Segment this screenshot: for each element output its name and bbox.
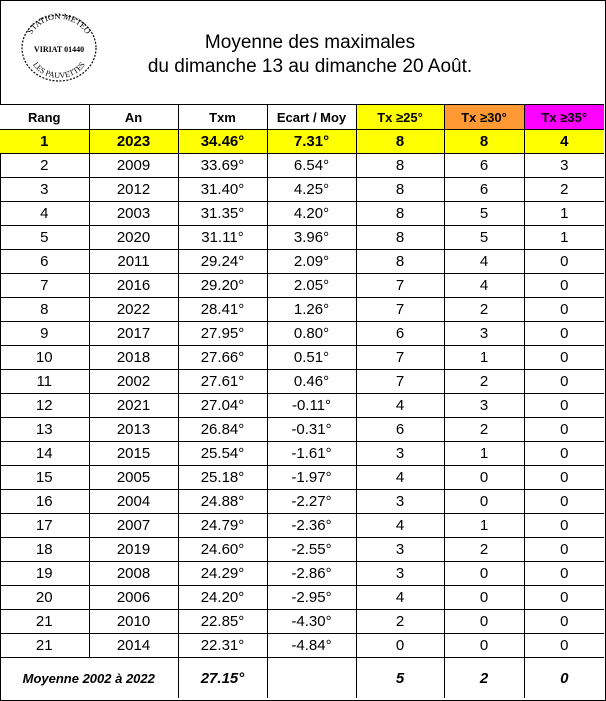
cell-txm: 22.31° xyxy=(178,634,267,658)
col-header-tx35: Tx ≥35° xyxy=(524,105,604,130)
cell-txm: 28.41° xyxy=(178,298,267,322)
cell-rang: 19 xyxy=(0,562,89,586)
cell-an: 2002 xyxy=(89,370,178,394)
cell-txm: 27.95° xyxy=(178,322,267,346)
logo-middle-text: VIRIAT 01440 xyxy=(33,45,85,54)
cell-txm: 27.04° xyxy=(178,394,267,418)
cell-rang: 9 xyxy=(0,322,89,346)
col-header-tx25: Tx ≥25° xyxy=(356,105,444,130)
table-row xyxy=(0,202,604,226)
cell-ecart: -0.11° xyxy=(267,394,356,418)
cell-rang: 14 xyxy=(0,442,89,466)
cell-tx30: 0 xyxy=(444,562,524,586)
cell-txm: 29.20° xyxy=(178,274,267,298)
cell-txm: 27.66° xyxy=(178,346,267,370)
cell-tx35: 0 xyxy=(524,250,604,274)
cell-an: 2021 xyxy=(89,394,178,418)
cell-tx30: 0 xyxy=(444,490,524,514)
logo-top-text: STATION METEO xyxy=(24,12,94,36)
title-line-1: Moyenne des maximales xyxy=(204,32,416,53)
cell-ecart: 6.54° xyxy=(267,154,356,178)
table-row xyxy=(0,154,604,178)
cell-txm: 31.40° xyxy=(178,178,267,202)
cell-tx25: 8 xyxy=(356,250,444,274)
cell-tx25: 3 xyxy=(356,442,444,466)
cell-ecart: -0.31° xyxy=(267,418,356,442)
cell-ecart: 3.96° xyxy=(267,226,356,250)
table-row xyxy=(0,442,604,466)
cell-ecart: -2.36° xyxy=(267,514,356,538)
cell-tx35: 0 xyxy=(524,610,604,634)
cell-rang: 21 xyxy=(0,610,89,634)
cell-rang: 4 xyxy=(0,202,89,226)
cell-tx30: 2 xyxy=(444,418,524,442)
cell-an: 2013 xyxy=(89,418,178,442)
cell-tx30: 2 xyxy=(444,370,524,394)
cell-tx25: 8 xyxy=(356,154,444,178)
cell-rang: 3 xyxy=(0,178,89,202)
average-tx30: 2 xyxy=(444,658,524,699)
table-row xyxy=(0,178,604,202)
cell-tx25: 4 xyxy=(356,466,444,490)
table-row xyxy=(0,250,604,274)
cell-rang: 6 xyxy=(0,250,89,274)
cell-txm: 24.88° xyxy=(178,490,267,514)
cell-tx35: 0 xyxy=(524,298,604,322)
cell-tx35: 2 xyxy=(524,178,604,202)
cell-tx35: 3 xyxy=(524,154,604,178)
cell-an: 2016 xyxy=(89,274,178,298)
logo-bottom-text: LES PAUVETTES xyxy=(31,60,87,81)
cell-rang: 20 xyxy=(0,586,89,610)
average-label: Moyenne 2002 à 2022 xyxy=(0,658,178,699)
col-header-rang: Rang xyxy=(0,105,89,130)
cell-ecart: -2.55° xyxy=(267,538,356,562)
cell-tx25: 6 xyxy=(356,322,444,346)
average-tx25: 5 xyxy=(356,658,444,699)
col-header-tx30: Tx ≥30° xyxy=(444,105,524,130)
cell-tx25: 3 xyxy=(356,490,444,514)
cell-txm: 22.85° xyxy=(178,610,267,634)
cell-an: 2022 xyxy=(89,298,178,322)
cell-tx25: 8 xyxy=(356,226,444,250)
cell-an: 2017 xyxy=(89,322,178,346)
cell-tx30: 2 xyxy=(444,538,524,562)
cell-txm: 24.29° xyxy=(178,562,267,586)
table-row xyxy=(0,610,604,634)
table-row xyxy=(0,514,604,538)
ranking-table xyxy=(0,105,604,698)
cell-tx30: 0 xyxy=(444,610,524,634)
cell-tx30: 1 xyxy=(444,442,524,466)
cell-tx30: 6 xyxy=(444,178,524,202)
cell-ecart: 4.20° xyxy=(267,202,356,226)
cell-txm: 24.60° xyxy=(178,538,267,562)
table-row xyxy=(0,370,604,394)
cell-tx25: 8 xyxy=(356,130,444,154)
header xyxy=(0,0,604,105)
cell-rang: 10 xyxy=(0,346,89,370)
cell-tx35: 0 xyxy=(524,322,604,346)
cell-tx35: 0 xyxy=(524,562,604,586)
average-ecart-empty xyxy=(267,658,356,699)
cell-an: 2005 xyxy=(89,466,178,490)
cell-txm: 29.24° xyxy=(178,250,267,274)
cell-txm: 33.69° xyxy=(178,154,267,178)
table-row xyxy=(0,490,604,514)
table-row xyxy=(0,634,604,658)
average-txm: 27.15° xyxy=(178,658,267,699)
cell-txm: 24.20° xyxy=(178,586,267,610)
table-row xyxy=(0,322,604,346)
cell-ecart: 0.46° xyxy=(267,370,356,394)
title-line-2: du dimanche 13 au dimanche 20 Août. xyxy=(147,56,473,77)
cell-ecart: -2.86° xyxy=(267,562,356,586)
cell-txm: 25.18° xyxy=(178,466,267,490)
cell-rang: 5 xyxy=(0,226,89,250)
cell-rang: 8 xyxy=(0,298,89,322)
cell-rang: 12 xyxy=(0,394,89,418)
table-row xyxy=(0,226,604,250)
cell-ecart: -4.30° xyxy=(267,610,356,634)
cell-tx25: 3 xyxy=(356,562,444,586)
cell-ecart: -1.97° xyxy=(267,466,356,490)
cell-rang: 7 xyxy=(0,274,89,298)
svg-text:STATION METEO xyxy=(25,12,93,36)
cell-an: 2015 xyxy=(89,442,178,466)
cell-tx25: 6 xyxy=(356,418,444,442)
table-header-row xyxy=(0,105,604,130)
cell-tx30: 2 xyxy=(444,298,524,322)
cell-ecart: 0.80° xyxy=(267,322,356,346)
cell-an: 2011 xyxy=(89,250,178,274)
cell-tx35: 0 xyxy=(524,538,604,562)
cell-ecart: 2.05° xyxy=(267,274,356,298)
cell-tx25: 0 xyxy=(356,634,444,658)
cell-ecart: -1.61° xyxy=(267,442,356,466)
cell-tx25: 8 xyxy=(356,178,444,202)
cell-tx25: 4 xyxy=(356,514,444,538)
cell-an: 2019 xyxy=(89,538,178,562)
table-row xyxy=(0,418,604,442)
table-row xyxy=(0,586,604,610)
cell-an: 2020 xyxy=(89,226,178,250)
cell-an: 2006 xyxy=(89,586,178,610)
cell-tx35: 0 xyxy=(524,370,604,394)
cell-ecart: 1.26° xyxy=(267,298,356,322)
col-header-ecart: Ecart / Moy xyxy=(267,105,356,130)
cell-tx30: 0 xyxy=(444,466,524,490)
average-tx35: 0 xyxy=(524,658,604,699)
cell-an: 2004 xyxy=(89,490,178,514)
cell-tx35: 0 xyxy=(524,514,604,538)
cell-an: 2010 xyxy=(89,610,178,634)
cell-rang: 2 xyxy=(0,154,89,178)
cell-txm: 24.79° xyxy=(178,514,267,538)
table-row xyxy=(0,466,604,490)
cell-an: 2014 xyxy=(89,634,178,658)
cell-ecart: -2.95° xyxy=(267,586,356,610)
cell-tx25: 7 xyxy=(356,274,444,298)
cell-an: 2012 xyxy=(89,178,178,202)
cell-an: 2003 xyxy=(89,202,178,226)
cell-txm: 26.84° xyxy=(178,418,267,442)
cell-tx30: 1 xyxy=(444,514,524,538)
cell-ecart: 4.25° xyxy=(267,178,356,202)
cell-tx25: 4 xyxy=(356,586,444,610)
cell-tx25: 7 xyxy=(356,346,444,370)
cell-tx35: 0 xyxy=(524,418,604,442)
cell-ecart: -2.27° xyxy=(267,490,356,514)
cell-txm: 27.61° xyxy=(178,370,267,394)
cell-tx35: 0 xyxy=(524,274,604,298)
col-header-txm: Txm xyxy=(178,105,267,130)
cell-rang: 16 xyxy=(0,490,89,514)
cell-rang: 17 xyxy=(0,514,89,538)
table-row xyxy=(0,538,604,562)
cell-txm: 31.35° xyxy=(178,202,267,226)
cell-rang: 18 xyxy=(0,538,89,562)
cell-tx35: 0 xyxy=(524,466,604,490)
cell-tx30: 0 xyxy=(444,634,524,658)
table-row xyxy=(0,562,604,586)
cell-tx35: 0 xyxy=(524,442,604,466)
table-row xyxy=(0,274,604,298)
cell-tx30: 4 xyxy=(444,274,524,298)
cell-tx35: 4 xyxy=(524,130,604,154)
cell-tx35: 1 xyxy=(524,226,604,250)
table-row xyxy=(0,346,604,370)
cell-rang: 21 xyxy=(0,634,89,658)
cell-rang: 15 xyxy=(0,466,89,490)
cell-ecart: 2.09° xyxy=(267,250,356,274)
cell-tx25: 8 xyxy=(356,202,444,226)
cell-txm: 31.11° xyxy=(178,226,267,250)
cell-ecart: 7.31° xyxy=(267,130,356,154)
cell-tx35: 0 xyxy=(524,346,604,370)
cell-tx25: 7 xyxy=(356,298,444,322)
cell-tx35: 0 xyxy=(524,586,604,610)
cell-ecart: 0.51° xyxy=(267,346,356,370)
cell-an: 2007 xyxy=(89,514,178,538)
average-row xyxy=(0,658,604,699)
cell-tx35: 0 xyxy=(524,394,604,418)
cell-tx25: 2 xyxy=(356,610,444,634)
cell-tx30: 1 xyxy=(444,346,524,370)
cell-tx30: 5 xyxy=(444,226,524,250)
cell-tx35: 0 xyxy=(524,634,604,658)
cell-an: 2018 xyxy=(89,346,178,370)
cell-tx25: 4 xyxy=(356,394,444,418)
cell-tx30: 8 xyxy=(444,130,524,154)
col-header-an: An xyxy=(89,105,178,130)
table-row xyxy=(0,298,604,322)
cell-tx30: 0 xyxy=(444,586,524,610)
cell-txm: 25.54° xyxy=(178,442,267,466)
cell-rang: 11 xyxy=(0,370,89,394)
cell-tx30: 3 xyxy=(444,322,524,346)
cell-tx30: 5 xyxy=(444,202,524,226)
cell-tx35: 0 xyxy=(524,490,604,514)
cell-tx25: 7 xyxy=(356,370,444,394)
cell-tx30: 6 xyxy=(444,154,524,178)
cell-txm: 34.46° xyxy=(178,130,267,154)
cell-an: 2008 xyxy=(89,562,178,586)
cell-tx25: 3 xyxy=(356,538,444,562)
cell-tx30: 4 xyxy=(444,250,524,274)
table-row xyxy=(0,130,604,154)
station-logo-stamp xyxy=(20,12,98,82)
cell-rang: 13 xyxy=(0,418,89,442)
cell-ecart: -4.84° xyxy=(267,634,356,658)
table-row xyxy=(0,394,604,418)
cell-rang: 1 xyxy=(0,130,89,154)
cell-tx30: 3 xyxy=(444,394,524,418)
cell-an: 2023 xyxy=(89,130,178,154)
cell-tx35: 1 xyxy=(524,202,604,226)
svg-text:LES PAUVETTES xyxy=(31,60,87,80)
table-body xyxy=(0,130,604,699)
cell-an: 2009 xyxy=(89,154,178,178)
